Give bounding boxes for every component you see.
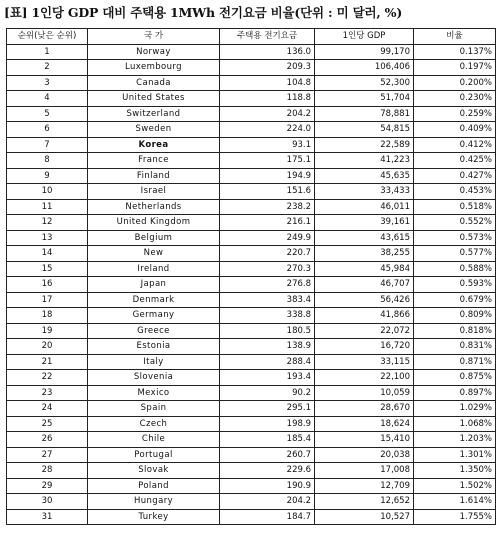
cell-country: United States (88, 91, 220, 107)
table-row (7, 60, 496, 76)
cell-ratio: 0.679% (414, 292, 496, 308)
cell-ratio: 0.573% (414, 230, 496, 246)
cell-ratio: 0.552% (414, 215, 496, 231)
table-row (7, 277, 496, 293)
cell-price: 295.1 (220, 401, 315, 417)
table-row (7, 106, 496, 122)
cell-ratio: 1.502% (414, 478, 496, 494)
cell-ratio: 0.200% (414, 75, 496, 91)
table-row (7, 478, 496, 494)
cell-rank: 6 (7, 122, 88, 138)
table-row (7, 75, 496, 91)
cell-rank: 17 (7, 292, 88, 308)
cell-country: Hungary (88, 494, 220, 510)
cell-price: 229.6 (220, 463, 315, 479)
cell-price: 193.4 (220, 370, 315, 386)
table-row (7, 432, 496, 448)
cell-rank: 10 (7, 184, 88, 200)
header-rank: 순위(낮은 순위) (7, 29, 88, 45)
table-title: [표] 1인당 GDP 대비 주택용 1MWh 전기요금 비율(단위 : 미 달러, %) (4, 5, 403, 20)
cell-gdp: 78,881 (315, 106, 414, 122)
cell-country: Switzerland (88, 106, 220, 122)
cell-ratio: 0.412% (414, 137, 496, 153)
cell-country: Slovak (88, 463, 220, 479)
cell-price: 270.3 (220, 261, 315, 277)
cell-gdp: 46,011 (315, 199, 414, 215)
cell-country: Italy (88, 354, 220, 370)
table-row (7, 416, 496, 432)
cell-gdp: 41,866 (315, 308, 414, 324)
table-row (7, 230, 496, 246)
cell-price: 118.8 (220, 91, 315, 107)
cell-ratio: 1.350% (414, 463, 496, 479)
cell-gdp: 51,704 (315, 91, 414, 107)
cell-country: Netherlands (88, 199, 220, 215)
cell-gdp: 15,410 (315, 432, 414, 448)
cell-country: Israel (88, 184, 220, 200)
cell-ratio: 0.871% (414, 354, 496, 370)
cell-ratio: 1.614% (414, 494, 496, 510)
header-gdp: 1인당 GDP (315, 29, 414, 45)
cell-price: 175.1 (220, 153, 315, 169)
cell-price: 249.9 (220, 230, 315, 246)
cell-country: Ireland (88, 261, 220, 277)
cell-rank: 22 (7, 370, 88, 386)
cell-ratio: 1.203% (414, 432, 496, 448)
cell-gdp: 28,670 (315, 401, 414, 417)
cell-rank: 9 (7, 168, 88, 184)
cell-ratio: 0.831% (414, 339, 496, 355)
cell-price: 288.4 (220, 354, 315, 370)
cell-rank: 3 (7, 75, 88, 91)
cell-country: Chile (88, 432, 220, 448)
table-row (7, 401, 496, 417)
cell-rank: 2 (7, 60, 88, 76)
cell-ratio: 0.875% (414, 370, 496, 386)
cell-country: Spain (88, 401, 220, 417)
cell-rank: 5 (7, 106, 88, 122)
cell-price: 338.8 (220, 308, 315, 324)
cell-country: Czech (88, 416, 220, 432)
cell-country: France (88, 153, 220, 169)
cell-price: 238.2 (220, 199, 315, 215)
table-row (7, 370, 496, 386)
cell-gdp: 43,615 (315, 230, 414, 246)
cell-ratio: 0.137% (414, 44, 496, 60)
cell-gdp: 12,652 (315, 494, 414, 510)
cell-rank: 27 (7, 447, 88, 463)
cell-gdp: 10,527 (315, 509, 414, 525)
cell-price: 198.9 (220, 416, 315, 432)
table-row (7, 385, 496, 401)
cell-country: Japan (88, 277, 220, 293)
cell-gdp: 45,635 (315, 168, 414, 184)
cell-price: 185.4 (220, 432, 315, 448)
cell-country: Finland (88, 168, 220, 184)
cell-rank: 23 (7, 385, 88, 401)
cell-price: 93.1 (220, 137, 315, 153)
cell-gdp: 56,426 (315, 292, 414, 308)
cell-country: Sweden (88, 122, 220, 138)
cell-ratio: 0.453% (414, 184, 496, 200)
cell-gdp: 33,115 (315, 354, 414, 370)
cell-price: 224.0 (220, 122, 315, 138)
cell-rank: 13 (7, 230, 88, 246)
table-row (7, 354, 496, 370)
cell-gdp: 106,406 (315, 60, 414, 76)
cell-ratio: 0.818% (414, 323, 496, 339)
cell-price: 209.3 (220, 60, 315, 76)
table-row (7, 153, 496, 169)
cell-price: 216.1 (220, 215, 315, 231)
cell-rank: 28 (7, 463, 88, 479)
table-row (7, 509, 496, 525)
table-header-row (7, 29, 496, 45)
cell-rank: 25 (7, 416, 88, 432)
cell-price: 383.4 (220, 292, 315, 308)
cell-rank: 30 (7, 494, 88, 510)
table-row (7, 323, 496, 339)
cell-ratio: 1.029% (414, 401, 496, 417)
cell-ratio: 0.259% (414, 106, 496, 122)
cell-ratio: 0.409% (414, 122, 496, 138)
cell-country: Turkey (88, 509, 220, 525)
table-row (7, 44, 496, 60)
cell-ratio: 1.755% (414, 509, 496, 525)
cell-price: 260.7 (220, 447, 315, 463)
cell-rank: 8 (7, 153, 88, 169)
cell-country: Poland (88, 478, 220, 494)
table-row (7, 292, 496, 308)
cell-price: 184.7 (220, 509, 315, 525)
cell-rank: 20 (7, 339, 88, 355)
cell-country: Belgium (88, 230, 220, 246)
cell-gdp: 10,059 (315, 385, 414, 401)
cell-rank: 26 (7, 432, 88, 448)
cell-gdp: 54,815 (315, 122, 414, 138)
cell-rank: 24 (7, 401, 88, 417)
cell-rank: 31 (7, 509, 88, 525)
cell-country: Slovenia (88, 370, 220, 386)
cell-price: 180.5 (220, 323, 315, 339)
cell-country: Canada (88, 75, 220, 91)
cell-price: 190.9 (220, 478, 315, 494)
cell-ratio: 0.427% (414, 168, 496, 184)
cell-ratio: 0.197% (414, 60, 496, 76)
header-ratio: 비율 (414, 29, 496, 45)
table-row (7, 122, 496, 138)
table-row (7, 246, 496, 262)
cell-price: 204.2 (220, 106, 315, 122)
cell-price: 90.2 (220, 385, 315, 401)
cell-country: Portugal (88, 447, 220, 463)
cell-gdp: 22,072 (315, 323, 414, 339)
cell-ratio: 0.518% (414, 199, 496, 215)
cell-gdp: 22,100 (315, 370, 414, 386)
cell-ratio: 0.897% (414, 385, 496, 401)
cell-ratio: 0.593% (414, 277, 496, 293)
cell-rank: 1 (7, 44, 88, 60)
cell-ratio: 1.301% (414, 447, 496, 463)
cell-price: 151.6 (220, 184, 315, 200)
cell-gdp: 22,589 (315, 137, 414, 153)
table-row (7, 215, 496, 231)
table-row (7, 463, 496, 479)
table-row (7, 168, 496, 184)
table-row (7, 339, 496, 355)
cell-ratio: 0.809% (414, 308, 496, 324)
cell-price: 204.2 (220, 494, 315, 510)
cell-rank: 12 (7, 215, 88, 231)
cell-rank: 15 (7, 261, 88, 277)
cell-rank: 19 (7, 323, 88, 339)
table-row (7, 447, 496, 463)
cell-country: United Kingdom (88, 215, 220, 231)
cell-gdp: 39,161 (315, 215, 414, 231)
cell-price: 136.0 (220, 44, 315, 60)
cell-ratio: 0.230% (414, 91, 496, 107)
cell-rank: 16 (7, 277, 88, 293)
table-row (7, 199, 496, 215)
cell-country: Greece (88, 323, 220, 339)
cell-country: New (88, 246, 220, 262)
table-row (7, 184, 496, 200)
cell-rank: 21 (7, 354, 88, 370)
table-row (7, 91, 496, 107)
table-row (7, 494, 496, 510)
cell-rank: 18 (7, 308, 88, 324)
table-row (7, 308, 496, 324)
cell-price: 194.9 (220, 168, 315, 184)
header-price: 주택용 전기요금 (220, 29, 315, 45)
cell-gdp: 52,300 (315, 75, 414, 91)
cell-rank: 11 (7, 199, 88, 215)
cell-gdp: 41,223 (315, 153, 414, 169)
cell-gdp: 38,255 (315, 246, 414, 262)
cell-rank: 29 (7, 478, 88, 494)
cell-rank: 7 (7, 137, 88, 153)
cell-rank: 14 (7, 246, 88, 262)
cell-price: 138.9 (220, 339, 315, 355)
cell-country: Korea (88, 137, 220, 153)
cell-rank: 4 (7, 91, 88, 107)
cell-gdp: 46,707 (315, 277, 414, 293)
cell-gdp: 12,709 (315, 478, 414, 494)
cell-country: Denmark (88, 292, 220, 308)
cell-gdp: 45,984 (315, 261, 414, 277)
header-country: 국 가 (88, 29, 220, 45)
cell-price: 220.7 (220, 246, 315, 262)
cell-price: 276.8 (220, 277, 315, 293)
cell-country: Germany (88, 308, 220, 324)
cell-gdp: 20,038 (315, 447, 414, 463)
cell-gdp: 33,433 (315, 184, 414, 200)
cell-country: Mexico (88, 385, 220, 401)
cell-ratio: 1.068% (414, 416, 496, 432)
cell-ratio: 0.425% (414, 153, 496, 169)
cell-country: Estonia (88, 339, 220, 355)
cell-country: Norway (88, 44, 220, 60)
table-row (7, 261, 496, 277)
cell-ratio: 0.588% (414, 261, 496, 277)
cell-gdp: 17,008 (315, 463, 414, 479)
cell-country: Luxembourg (88, 60, 220, 76)
electricity-ratio-table (6, 28, 496, 525)
cell-ratio: 0.577% (414, 246, 496, 262)
cell-gdp: 16,720 (315, 339, 414, 355)
table-row (7, 137, 496, 153)
cell-gdp: 18,624 (315, 416, 414, 432)
cell-price: 104.8 (220, 75, 315, 91)
cell-gdp: 99,170 (315, 44, 414, 60)
